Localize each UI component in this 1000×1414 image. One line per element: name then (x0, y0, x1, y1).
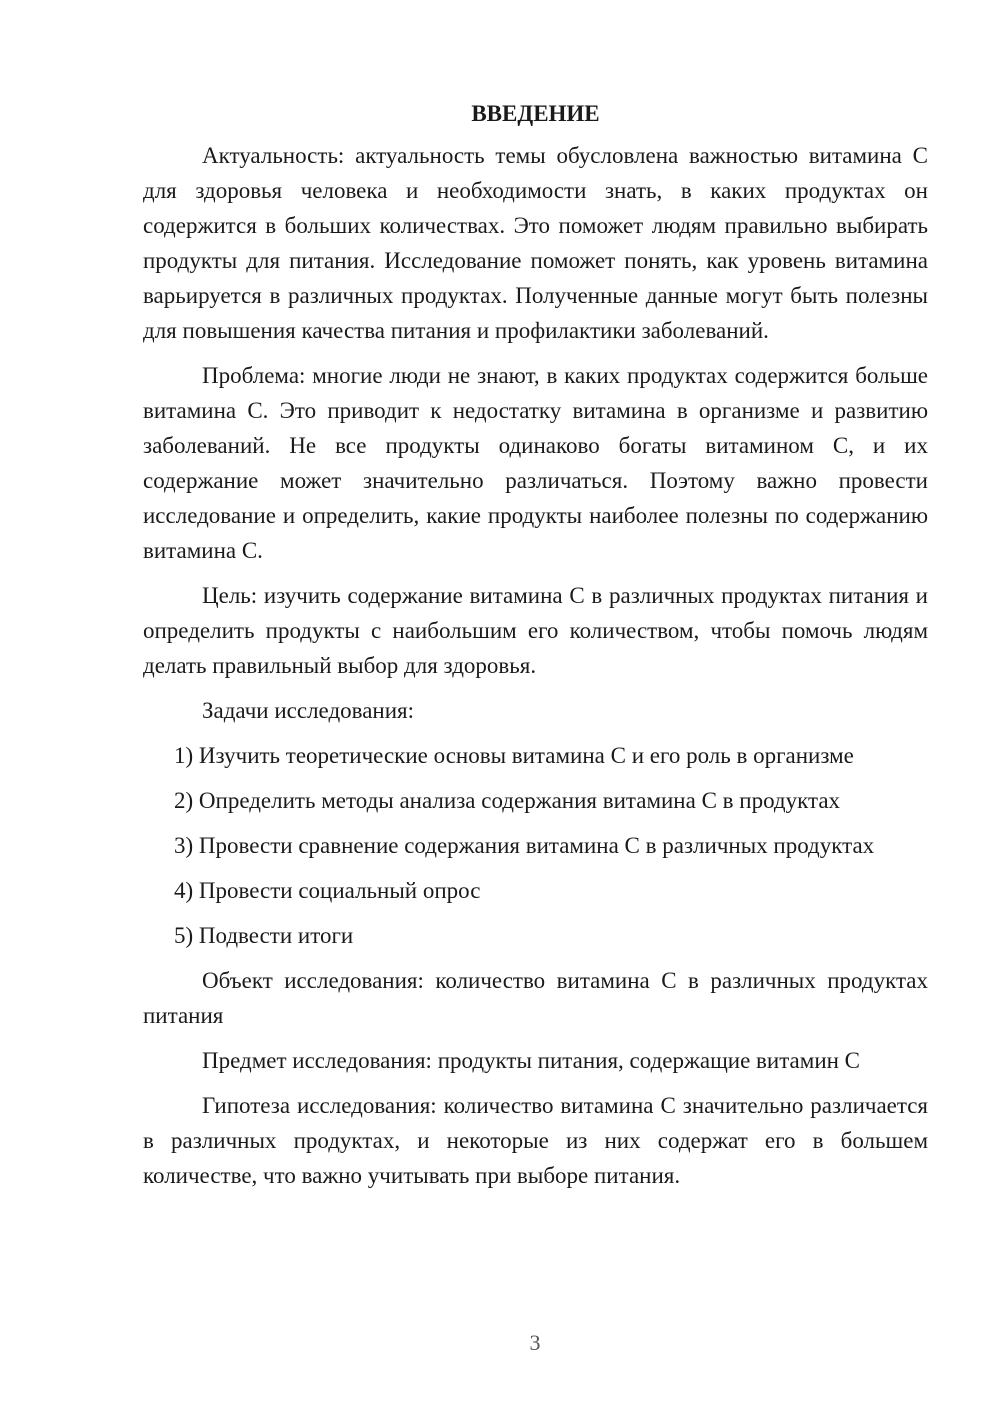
task-item: 2) Определить методы анализа содержания витамина С в продуктах (174, 788, 841, 813)
relevance-paragraph: Актуальность: актуальность темы обусловлена важностью витамина С для здоровья человека и необходимости знать, в каких продуктах он содержится в больших количествах. Это поможет людям правильно выбирать продукты для питания. Исследование поможет понять, как уровень витамина варьируется в различных продуктах. Полученные данные могут быть полезны для повышения качества питания и профилактики заболеваний. (143, 143, 928, 343)
document-body (143, 96, 928, 1203)
task-item: 5) Подвести итоги (174, 923, 354, 948)
problem-paragraph: Проблема: многие люди не знают, в каких продуктах содержится больше витамина С. Это приводит к недостатку витамина в организме и развитию заболеваний. Не все продукты одинаково богаты витамином С, и их содержание может значительно различаться. Поэтому важно провести исследование и определить, какие продукты наиболее полезны по содержанию витамина С. (143, 363, 928, 563)
task-item: 3) Провести сравнение содержания витамина С в различных продуктах (174, 833, 875, 858)
goal-paragraph: Цель: изучить содержание витамина С в различных продуктах питания и определить продукты с наибольшим его количеством, чтобы помочь людям делать правильный выбор для здоровья. (143, 583, 928, 678)
subject-paragraph: Предмет исследования: продукты питания, содержащие витамин С (202, 1048, 861, 1073)
tasks-list (143, 738, 928, 953)
page-number: 3 (529, 1330, 541, 1355)
page-title: ВВЕДЕНИЕ (471, 101, 600, 126)
hypothesis-paragraph: Гипотеза исследования: количество витамина С значительно различается в различных продуктах, и некоторые из них содержат его в большем количестве, что важно учитывать при выборе питания. (143, 1093, 928, 1188)
task-item: 4) Провести социальный опрос (174, 878, 481, 903)
object-paragraph: Объект исследования: количество витамина С в различных продуктах питания (143, 968, 928, 1028)
task-item: 1) Изучить теоретические основы витамина С и его роль в организме (174, 743, 854, 768)
tasks-heading: Задачи исследования: (202, 698, 415, 723)
